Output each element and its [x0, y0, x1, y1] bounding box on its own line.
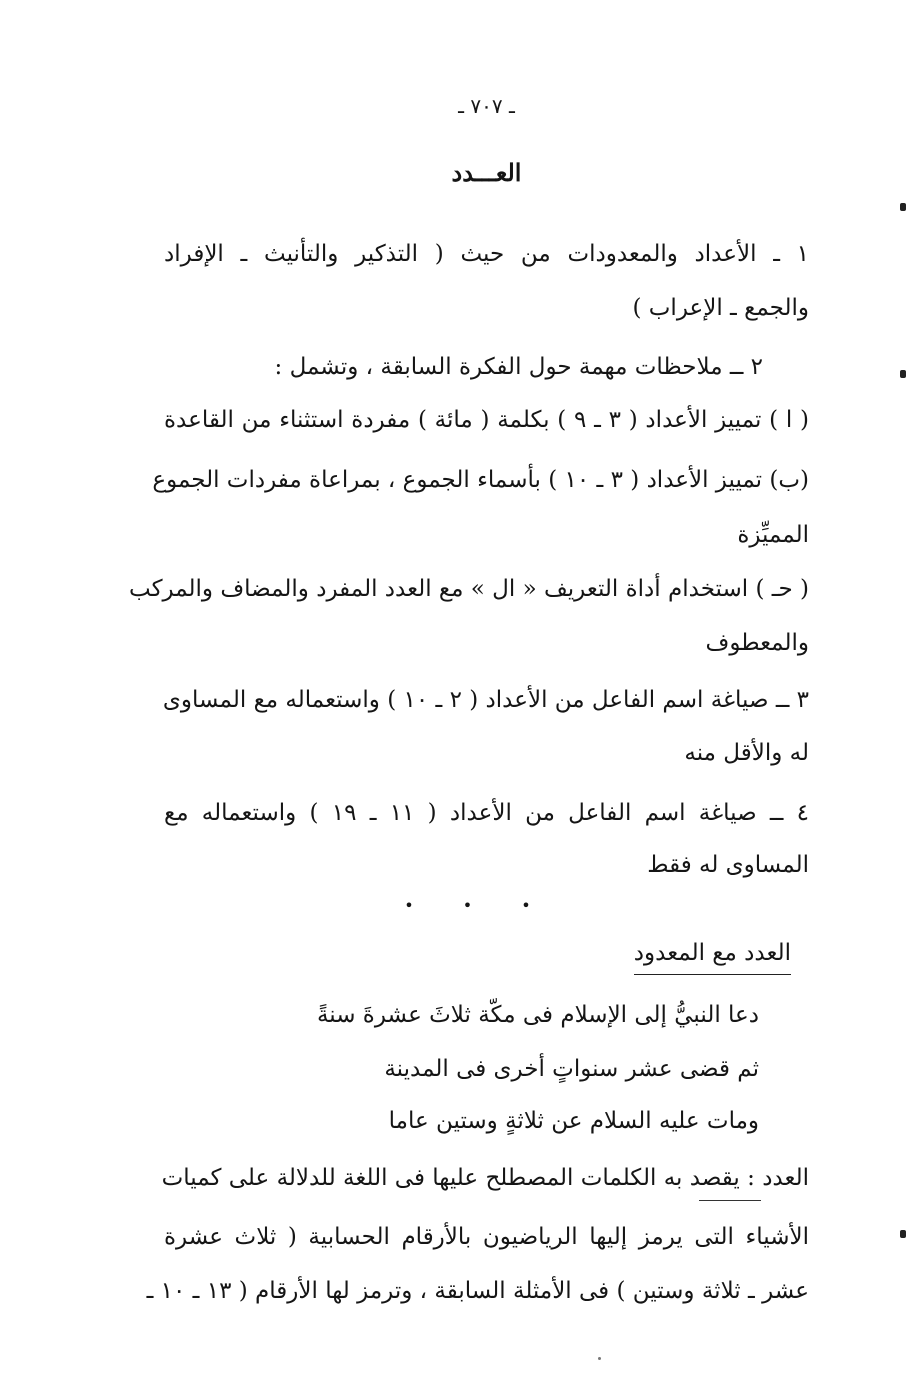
- summary-line-9: ٣ ــ صياغة اسم الفاعل من الأعداد ( ٢ ـ ١٠ ) واستعماله مع المساوى: [162, 687, 809, 713]
- example-line-3: ومات عليه السلام عن ثلاثةٍ وستين عاما: [388, 1108, 759, 1134]
- summary-line-11: ٤ ــ صياغة اسم الفاعل من الأعداد ( ١١ ـ ١٩ ) واستعماله مع: [164, 800, 809, 826]
- page-title: العـــدد: [451, 158, 522, 187]
- example-line-1: دعا النبيُّ إلى الإسلام فى مكّة ثلاثَ عشرةَ سنةً: [316, 1002, 759, 1028]
- summary-line-8: والمعطوف: [705, 630, 809, 656]
- margin-mark: [900, 1230, 906, 1238]
- summary-line-7: ( حـ ) استخدام أداة التعريف « ال » مع العدد المفرد والمضاف والمركب: [128, 576, 809, 602]
- definition-line-2: الأشياء التى يرمز إليها الرياضيون بالأرقام الحسابية ( ثلاث عشرة: [164, 1224, 809, 1250]
- definition-term-underline: [699, 1200, 761, 1201]
- summary-line-4: ( ا ) تمييز الأعداد ( ٣ ـ ٩ ) بكلمة ( مائة ) مفردة استثناء من القاعدة: [164, 407, 809, 433]
- summary-line-12: المساوى له فقط: [647, 852, 809, 878]
- example-line-2: ثم قضى عشر سنواتٍ أخرى فى المدينة: [384, 1056, 759, 1082]
- section-subheading: العدد مع المعدود: [634, 938, 791, 975]
- scan-speck: [598, 1357, 601, 1360]
- summary-line-3: ٢ ــ ملاحظات مهمة حول الفكرة السابقة ، وتشمل :: [274, 354, 763, 380]
- definition-line-3: عشر ـ ثلاثة وستين ) فى الأمثلة السابقة ، وترمز لها الأرقام ( ١٣ ـ ١٠ ـ: [146, 1278, 809, 1304]
- summary-line-1: ١ ـ الأعداد والمعدودات من حيث ( التذكير والتأنيث ـ الإفراد: [164, 241, 809, 267]
- summary-line-10: له والأقل منه: [684, 740, 809, 766]
- summary-line-5: (ب) تمييز الأعداد ( ٣ ـ ١٠ ) بأسماء الجموع ، بمراعاة مفردات الجموع: [152, 467, 809, 493]
- page-number: ـ ٧٠٧ ـ: [458, 94, 515, 118]
- margin-mark: [900, 203, 906, 211]
- margin-mark: [900, 370, 906, 378]
- definition-line-1: العدد : يقصد به الكلمات المصطلح عليها فى اللغة للدلالة على كميات: [161, 1165, 809, 1191]
- summary-line-6: المميِّزة: [737, 522, 809, 548]
- section-separator: • • •: [404, 896, 553, 915]
- summary-line-2: والجمع ـ الإعراب ): [632, 295, 809, 321]
